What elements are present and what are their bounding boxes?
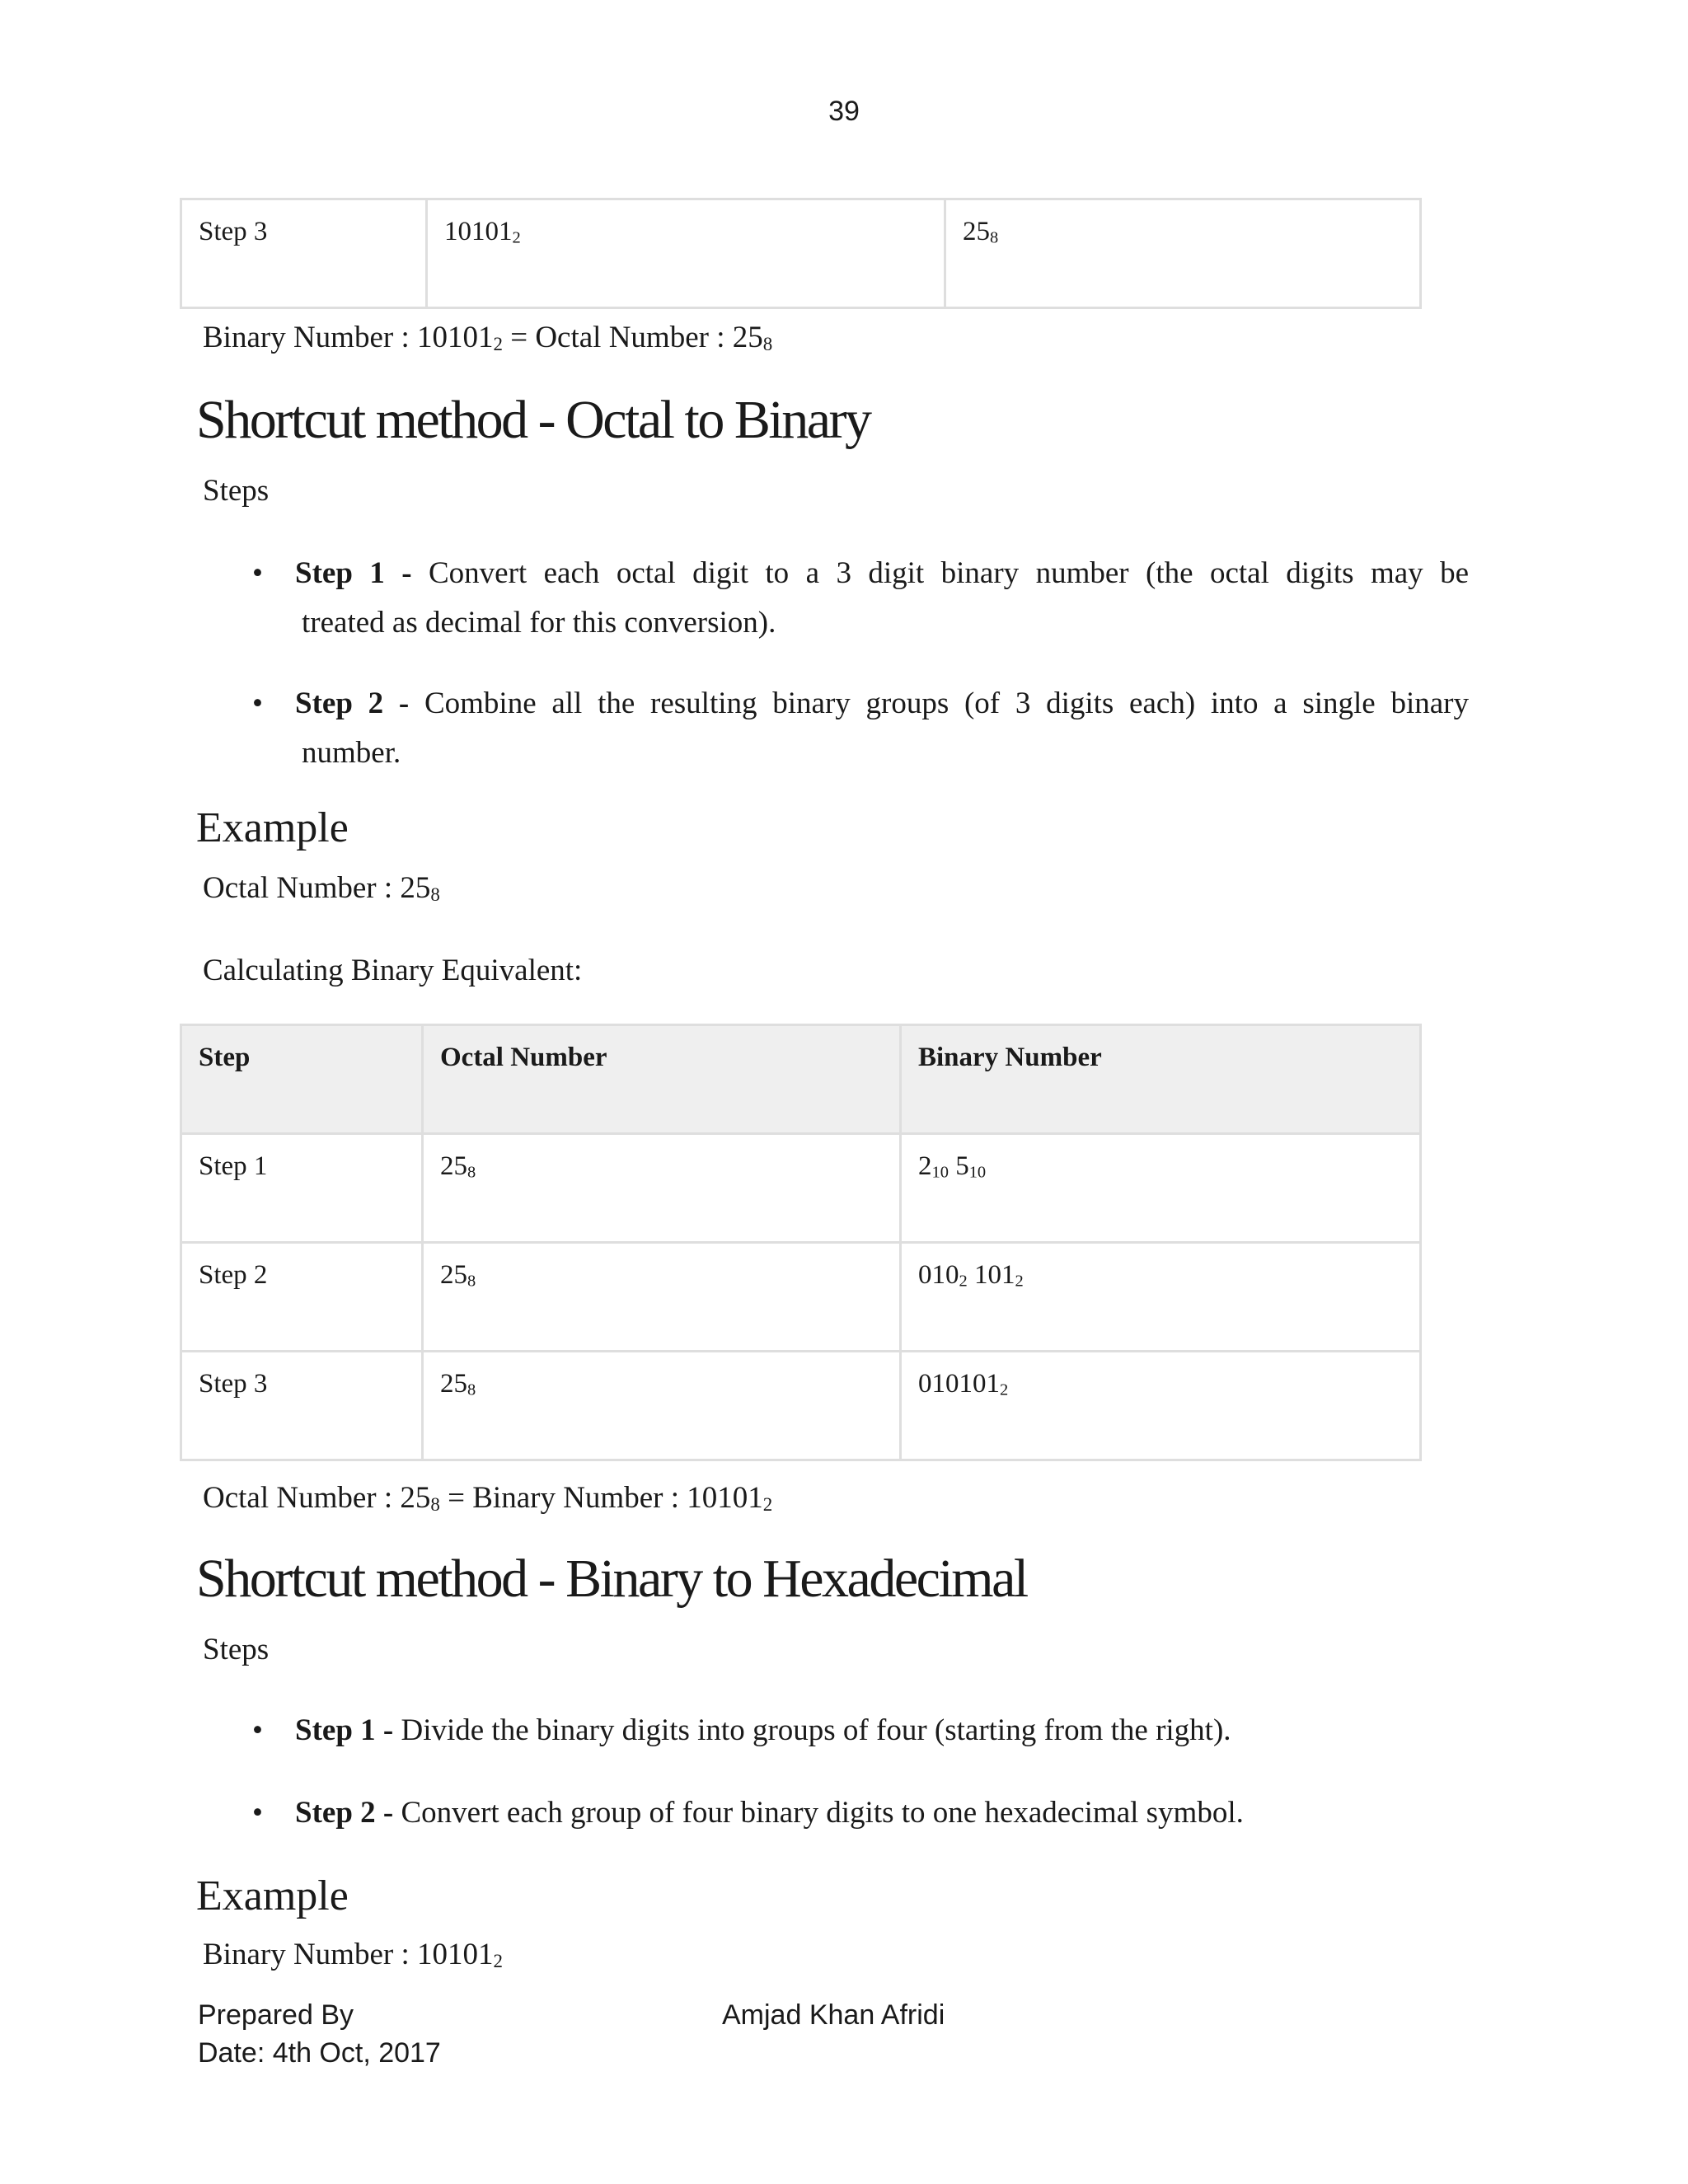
binary-octal-result: Binary Number : $10101_2$ = Octal Number : $25_8$ bbox=[203, 321, 773, 355]
table-cell-octal: $25_8$ bbox=[945, 199, 1421, 308]
table-cell-binary: $2_{10}$ $5_{10}$ bbox=[901, 1134, 1421, 1243]
list-item-step-1: • Step 1 - Convert each octal digit to a 3 digit binary number (the octal digits may be treated as decimal for this conversion). bbox=[295, 549, 1469, 648]
table-header-row bbox=[181, 1025, 1421, 1134]
bullet-icon: • bbox=[252, 1713, 263, 1747]
octal-number-input: Octal Number : $25_8$ bbox=[203, 871, 440, 906]
footer-prepared-by: Prepared By bbox=[198, 1999, 354, 2031]
page-number: 39 bbox=[828, 96, 860, 127]
example-heading: Example bbox=[196, 1872, 349, 1919]
table-row bbox=[181, 1243, 1421, 1352]
table-row bbox=[181, 199, 1421, 308]
footer-author: Amjad Khan Afridi bbox=[722, 1999, 945, 2031]
bullet-icon: • bbox=[252, 556, 263, 590]
table-cell-octal: $25_8$ bbox=[423, 1243, 901, 1352]
table-cell-step: Step 3 bbox=[181, 199, 427, 308]
table-cell-octal: $25_8$ bbox=[423, 1352, 901, 1460]
list-item-step-2: • Step 2 - Combine all the resulting binary groups (of 3 digits each) into a single binary number. bbox=[295, 679, 1469, 778]
binary-octal-table-continuation bbox=[180, 198, 1422, 309]
list-item-step-2: • Step 2 - Convert each group of four binary digits to one hexadecimal symbol. bbox=[295, 1788, 1469, 1838]
table-cell-step: Step 2 bbox=[181, 1243, 423, 1352]
table-cell-step: Step 1 bbox=[181, 1134, 423, 1243]
calculating-label: Calculating Binary Equivalent: bbox=[203, 954, 583, 987]
example-heading: Example bbox=[196, 804, 349, 851]
steps-label: Steps bbox=[203, 1633, 270, 1666]
bullet-icon: • bbox=[252, 687, 263, 720]
steps-label: Steps bbox=[203, 474, 270, 508]
table-header-octal: Octal Number bbox=[423, 1025, 901, 1134]
list-item-step-1: • Step 1 - Divide the binary digits into groups of four (starting from the right). bbox=[295, 1706, 1469, 1755]
table-cell-binary: $010_2$ $101_2$ bbox=[901, 1243, 1421, 1352]
binary-number-input: Binary Number : $10101_2$ bbox=[203, 1938, 503, 1972]
table-cell-binary: $010101_2$ bbox=[901, 1352, 1421, 1460]
table-cell-octal: $25_8$ bbox=[423, 1134, 901, 1243]
octal-to-binary-table bbox=[180, 1024, 1422, 1461]
table-header-binary: Binary Number bbox=[901, 1025, 1421, 1134]
octal-binary-result: Octal Number : $25_8$ = Binary Number : $10101_2$ bbox=[203, 1481, 773, 1516]
section-title-octal-to-binary: Shortcut method - Octal to Binary bbox=[196, 390, 870, 450]
footer-date: Date: 4th Oct, 2017 bbox=[198, 2037, 441, 2069]
section-title-binary-to-hexadecimal: Shortcut method - Binary to Hexadecimal bbox=[196, 1549, 1027, 1609]
table-row bbox=[181, 1134, 1421, 1243]
table-cell-step: Step 3 bbox=[181, 1352, 423, 1460]
table-cell-binary: $10101_2$ bbox=[427, 199, 945, 308]
bullet-icon: • bbox=[252, 1796, 263, 1830]
table-row bbox=[181, 1352, 1421, 1460]
table-header-step: Step bbox=[181, 1025, 423, 1134]
